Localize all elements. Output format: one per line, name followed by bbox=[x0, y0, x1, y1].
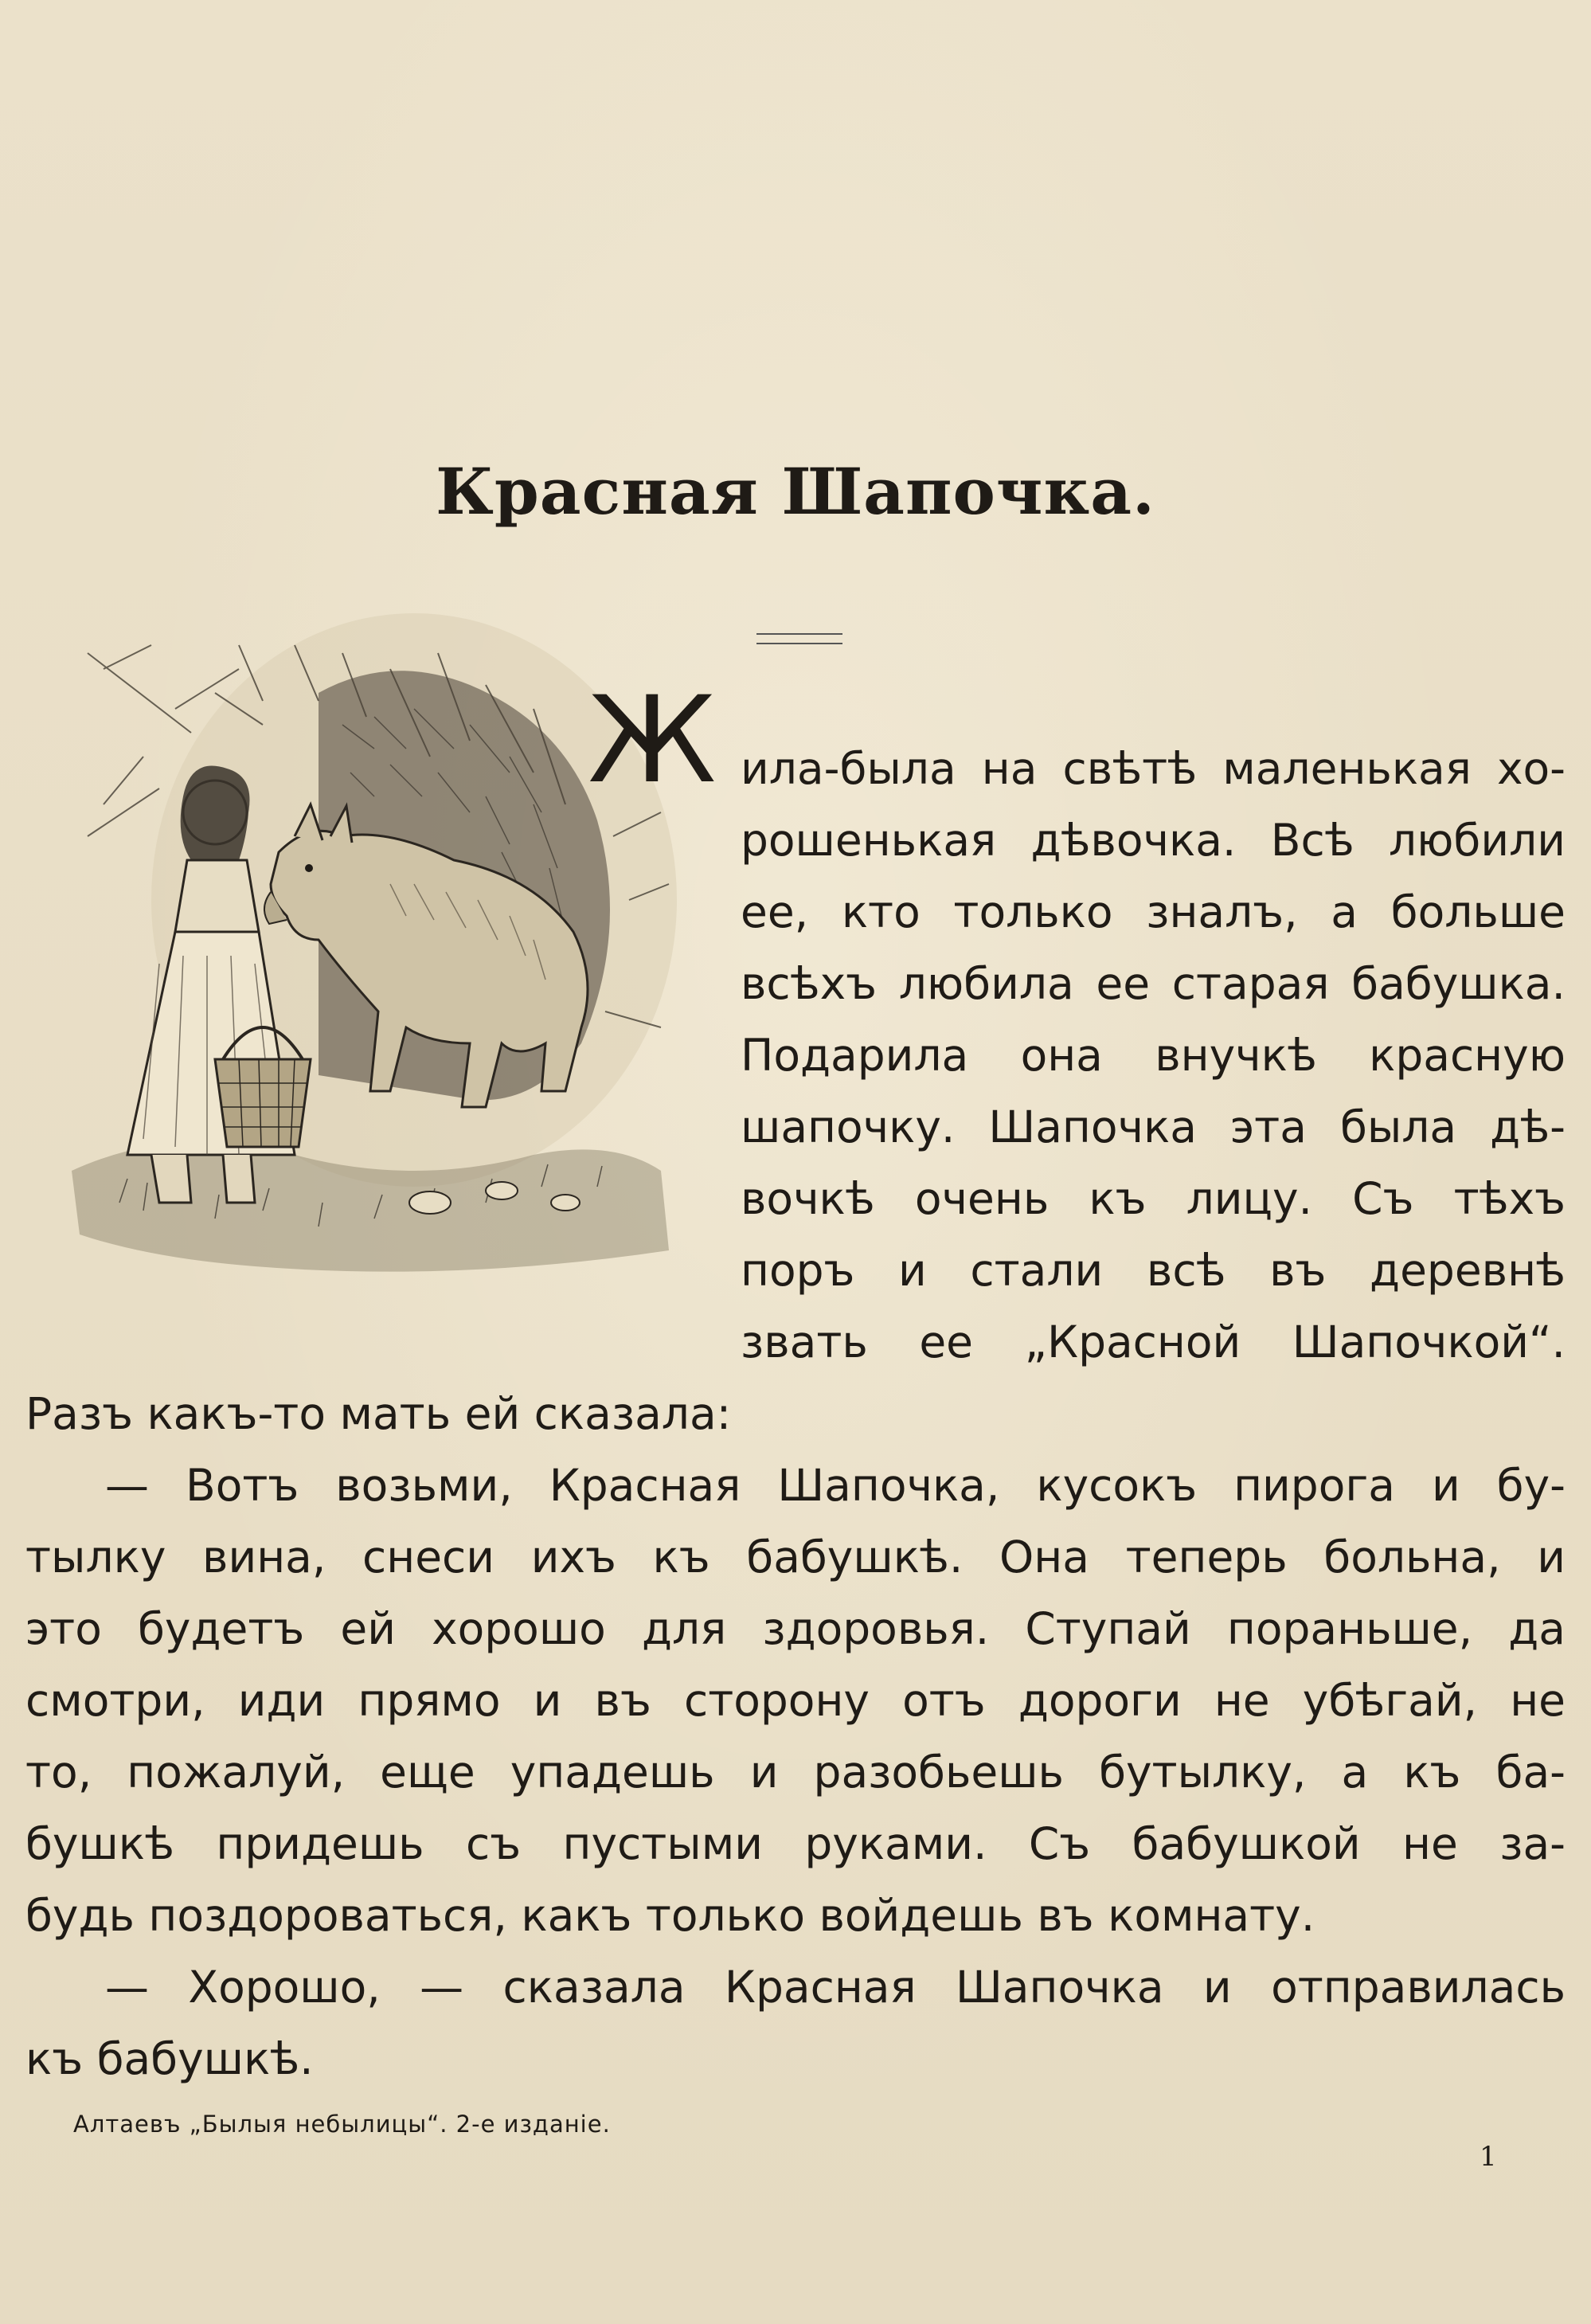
text-line: вочкѣ очень къ лицу. Съ тѣхъ bbox=[741, 1173, 1566, 1224]
text-line: — Вотъ возьми, Красная Шапочка, кусокъ пирога и бу- bbox=[105, 1460, 1566, 1511]
title-divider bbox=[756, 633, 842, 644]
page-number: 1 bbox=[1480, 2141, 1497, 2173]
text-line: поръ и стали всѣ въ деревнѣ bbox=[741, 1245, 1566, 1296]
text-line: то, пожалуй, еще упадешь и разобьешь бутылку, а къ ба- bbox=[25, 1747, 1566, 1798]
text-line: бушкѣ придешь съ пустыми руками. Съ бабушкой не за- bbox=[25, 1818, 1566, 1869]
page-title: Красная Шапочка. bbox=[436, 454, 1155, 529]
text-line: — Хорошо, — сказала Красная Шапочка и отправилась bbox=[105, 1962, 1566, 2013]
text-line: рошенькая дѣвочка. Всѣ любили bbox=[741, 815, 1566, 866]
text-line: звать ее „Красной Шапочкой“. bbox=[741, 1317, 1566, 1367]
footer-signature: Алтаевъ „Былыя небылицы“. 2-е изданіе. bbox=[73, 2111, 611, 2138]
drop-cap: Ж bbox=[588, 671, 717, 810]
text-line: это будетъ ей хорошо для здоровья. Ступай пораньше, да bbox=[25, 1603, 1566, 1654]
text-line: смотри, иди прямо и въ сторону отъ дороги не убѣгай, не bbox=[25, 1675, 1566, 1726]
text-line: ила-была на свѣтѣ маленькая хо- bbox=[741, 743, 1566, 794]
text-line: къ бабушкѣ. bbox=[25, 2033, 314, 2084]
text-line: шапочку. Шапочка эта была дѣ- bbox=[741, 1101, 1566, 1152]
text-line: Разъ какъ-то мать ей сказала: bbox=[25, 1388, 732, 1439]
text-line: всѣхъ любила ее старая бабушка. bbox=[741, 958, 1566, 1009]
text-line: тылку вина, снеси ихъ къ бабушкѣ. Она теперь больна, и bbox=[25, 1532, 1566, 1583]
text-line: ее, кто только зналъ, а больше bbox=[741, 886, 1566, 937]
text-line: будь поздороваться, какъ только войдешь въ комнату. bbox=[25, 1890, 1315, 1941]
text-line: Подарила она внучкѣ красную bbox=[741, 1030, 1566, 1081]
